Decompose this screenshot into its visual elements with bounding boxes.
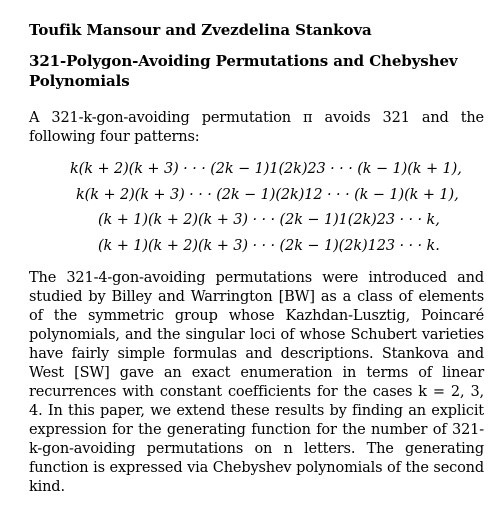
paper-authors: Toufik Mansour and Zvezdelina Stankova	[29, 21, 372, 39]
pattern-formula: (k + 1)(k + 2)(k + 3) · · · (2k − 1)1(2k)23 · · · k,	[98, 212, 440, 228]
pattern-formula: k(k + 2)(k + 3) · · · (2k − 1)(2k)12 · · · (k − 1)(k + 1),	[76, 186, 459, 203]
pattern-formula: k(k + 2)(k + 3) · · · (2k − 1)1(2k)23 · · · (k − 1)(k + 1),	[70, 161, 462, 177]
abstract-intro: A 321-k-gon-avoiding permutation π avoids 321 and the following four patterns:	[29, 110, 484, 145]
pattern-formula: (k + 1)(k + 2)(k + 3) · · · (2k − 1)(2k)123 · · · k.	[98, 237, 440, 254]
paper-title: 321-Polygon-Avoiding Permutations and Chebyshev Polynomials	[29, 52, 458, 90]
abstract-body: The 321-4-gon-avoiding permutations were introduced and studied by Billey and Warrington [BW] as a class of elements of the symmetric group whose Kazhdan-Lusztig, Poincaré polynomials, and the singular loci of whose Schubert varieties have fairly simple formulas and descriptions. Stankova and West [SW] gave an exact enumeration in terms of linear recurrences with constant coefficients for the cases k = 2, 3, 4. In this paper, we extend these results by finding an explicit expression for the generating function for the number of 321-k-gon-avoiding permutations on n letters. The generating function is expressed via Chebyshev polynomials of the second kind.	[29, 270, 484, 495]
paper-page	[29, 20, 484, 497]
pattern-formulas	[29, 157, 484, 259]
